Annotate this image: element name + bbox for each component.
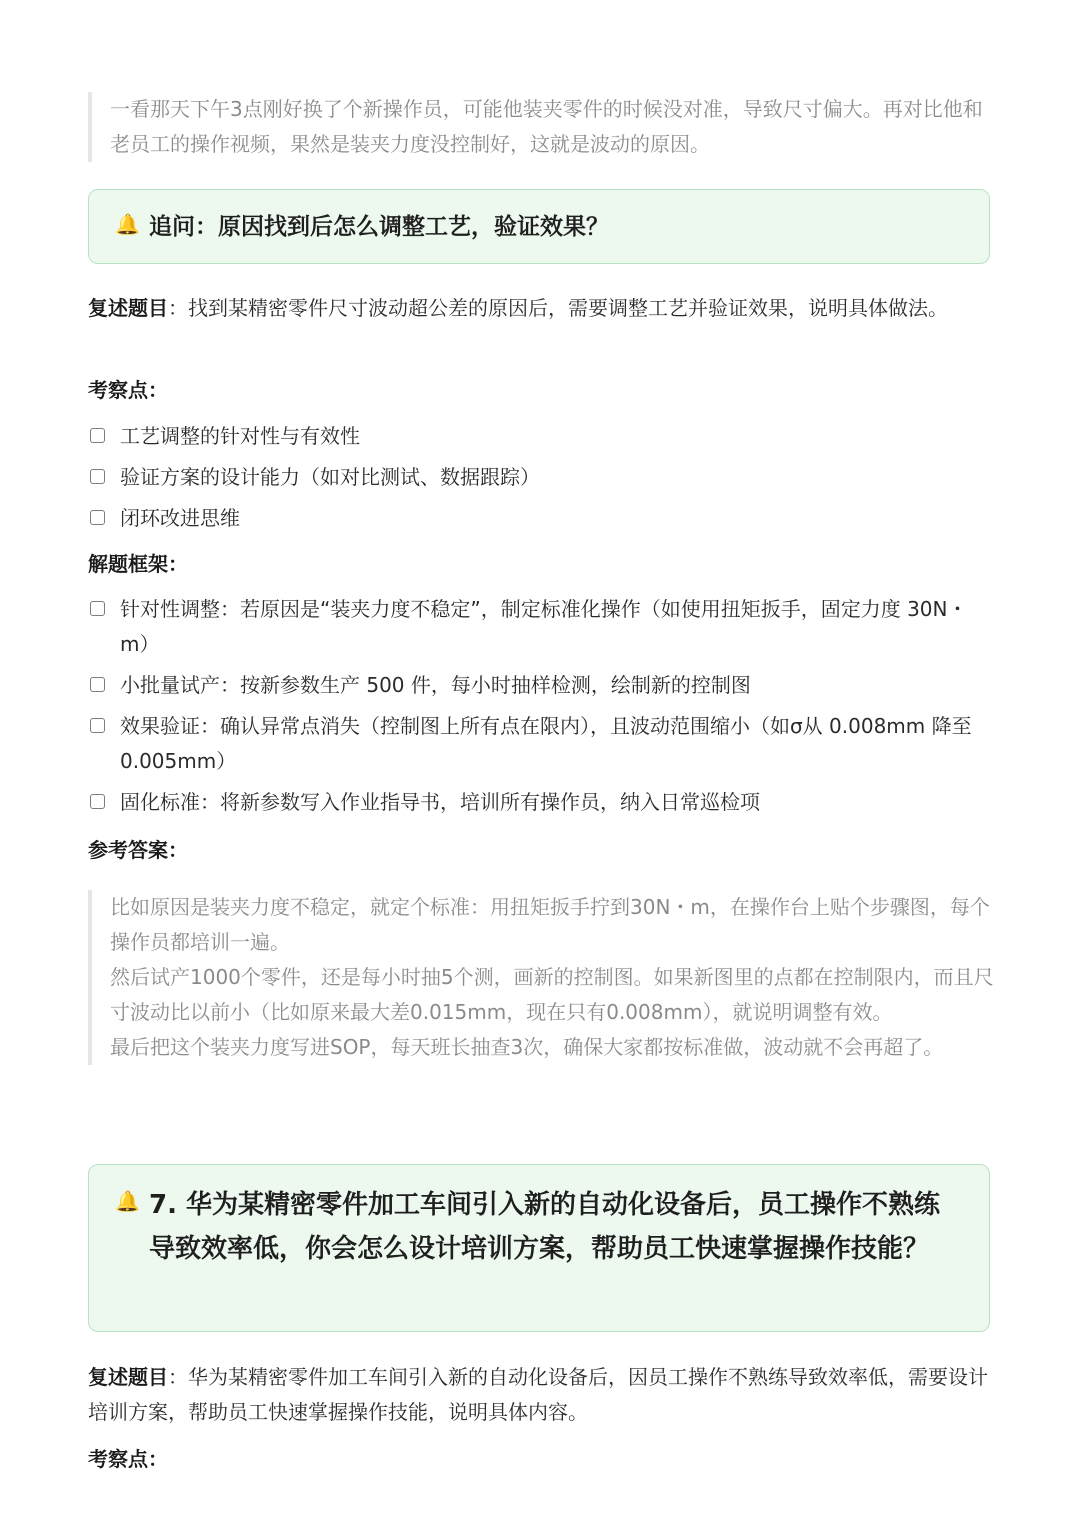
checklist-item: 针对性调整：若原因是“装夹力度不稳定”，制定标准化操作（如使用扭矩扳手，固定力度 30N・m） bbox=[88, 592, 992, 662]
followup-title: 追问：原因找到后怎么调整工艺，验证效果？ bbox=[149, 214, 609, 240]
checklist-item: 闭环改进思维 bbox=[88, 501, 992, 536]
answer-heading: 参考答案： bbox=[88, 838, 188, 862]
checklist-item: 小批量试产：按新参数生产 500 件，每小时抽样检测，绘制新的控制图 bbox=[88, 668, 992, 703]
checkbox-icon[interactable] bbox=[90, 469, 105, 484]
checklist-item: 固化标准：将新参数写入作业指导书，培训所有操作员，纳入日常巡检项 bbox=[88, 785, 992, 820]
checkbox-icon[interactable] bbox=[90, 428, 105, 443]
checkbox-icon[interactable] bbox=[90, 601, 105, 616]
checklist-item: 效果验证：确认异常点消失（控制图上所有点在限内），且波动范围缩小（如σ从 0.008mm 降至 0.005mm） bbox=[88, 709, 992, 779]
points-list-1 bbox=[88, 419, 992, 536]
restate-label: 复述题目 bbox=[88, 1365, 168, 1389]
restate-text: ：找到某精密零件尺寸波动超公差的原因后，需要调整工艺并验证效果，说明具体做法。 bbox=[168, 296, 948, 320]
checkbox-icon[interactable] bbox=[90, 794, 105, 809]
framework-heading: 解题框架： bbox=[88, 552, 188, 576]
points-heading-2: 考察点： bbox=[88, 1447, 168, 1471]
answer-quote bbox=[88, 890, 996, 1065]
bell-icon: 🔔 bbox=[115, 1189, 140, 1213]
answer-paragraph: 比如原因是装夹力度不稳定，就定个标准：用扭矩扳手拧到30N・m，在操作台上贴个步骤图，每个操作员都培训一遍。 bbox=[110, 895, 990, 954]
checkbox-icon[interactable] bbox=[90, 677, 105, 692]
checkbox-icon[interactable] bbox=[90, 718, 105, 733]
points-heading-1: 考察点： bbox=[88, 378, 168, 402]
restate-label: 复述题目 bbox=[88, 296, 168, 320]
intro-quote-text: 一看那天下午3点刚好换了个新操作员，可能他装夹零件的时候没对准，导致尺寸偏大。再对比他和老员工的操作视频，果然是装夹力度没控制好，这就是波动的原因。 bbox=[110, 97, 983, 156]
question-title: 7. 华为某精密零件加工车间引入新的自动化设备后，员工操作不熟练导致效率低，你会怎么设计培训方案，帮助员工快速掌握操作技能？ bbox=[149, 1190, 941, 1264]
question-callout bbox=[88, 1164, 990, 1332]
checkbox-icon[interactable] bbox=[90, 510, 105, 525]
restate-paragraph-2 bbox=[88, 1360, 992, 1430]
restate-paragraph-1 bbox=[88, 291, 992, 326]
checklist-item: 验证方案的设计能力（如对比测试、数据跟踪） bbox=[88, 460, 992, 495]
followup-callout bbox=[88, 189, 990, 264]
restate-text: ：华为某精密零件加工车间引入新的自动化设备后，因员工操作不熟练导致效率低，需要设计培训方案，帮助员工快速掌握操作技能，说明具体内容。 bbox=[88, 1365, 988, 1424]
answer-paragraph: 最后把这个装夹力度写进SOP，每天班长抽查3次，确保大家都按标准做，波动就不会再超了。 bbox=[110, 1035, 944, 1059]
framework-list bbox=[88, 592, 992, 820]
checklist-item: 工艺调整的针对性与有效性 bbox=[88, 419, 992, 454]
intro-quote bbox=[88, 92, 996, 162]
bell-icon: 🔔 bbox=[115, 212, 140, 236]
answer-paragraph: 然后试产1000个零件，还是每小时抽5个测，画新的控制图。如果新图里的点都在控制限内，而且尺寸波动比以前小（比如原来最大差0.015mm，现在只有0.008mm），就说明调整有效。 bbox=[110, 965, 994, 1024]
